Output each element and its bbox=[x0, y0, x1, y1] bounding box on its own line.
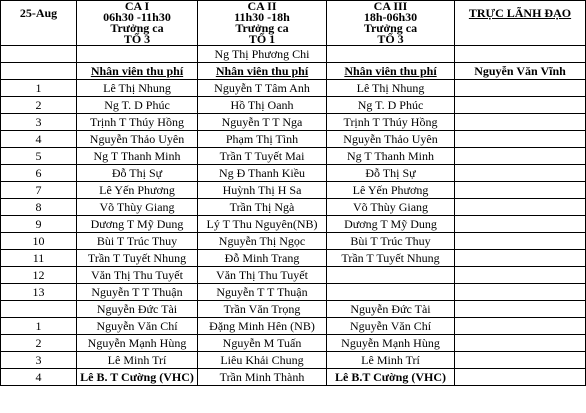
shift-2-staff: Lý T Thu Nguyên(NB) bbox=[198, 216, 327, 233]
shift-1-staff: Nguyễn Thảo Uyên bbox=[77, 131, 198, 148]
shift-3-staff: Dương T Mỹ Dung bbox=[327, 216, 455, 233]
section-label-shift-2: Nhân viên thu phí bbox=[198, 63, 327, 80]
date-cell: 25-Aug bbox=[1, 1, 77, 46]
shift-1-staff: Lê Minh Trí bbox=[77, 352, 198, 369]
shift-2-staff: Huỳnh Thị H Sa bbox=[198, 182, 327, 199]
row-number: 10 bbox=[1, 233, 77, 250]
table-row bbox=[1, 233, 586, 250]
shift-3-staff: Lê Minh Trí bbox=[327, 352, 455, 369]
shift-3-staff: Nguyễn Đức Tài bbox=[327, 301, 455, 318]
shift-2-staff: Nguyễn T Tâm Anh bbox=[198, 80, 327, 97]
shift-2-leader: Ng Thị Phương Chi bbox=[198, 46, 327, 63]
table-row bbox=[1, 199, 586, 216]
table-row bbox=[1, 216, 586, 233]
row-number: 6 bbox=[1, 165, 77, 182]
row-number: 2 bbox=[1, 335, 77, 352]
shift-3-staff: Nguyễn Thảo Uyên bbox=[327, 131, 455, 148]
shift-2-header bbox=[198, 1, 327, 46]
table-row bbox=[1, 97, 586, 114]
shift-3-staff: Lê Thị Nhung bbox=[327, 80, 455, 97]
shift-3-staff: Ng T. D Phúc bbox=[327, 97, 455, 114]
leader-empty-cell bbox=[455, 165, 586, 182]
leader-empty-cell bbox=[455, 250, 586, 267]
row-number: 13 bbox=[1, 284, 77, 301]
table-row bbox=[1, 165, 586, 182]
shift-2-staff: Hồ Thị Oanh bbox=[198, 97, 327, 114]
section-label-shift-1: Nhân viên thu phí bbox=[77, 63, 198, 80]
leader-empty-cell bbox=[455, 301, 586, 318]
shift-3-staff: Võ Thùy Giang bbox=[327, 199, 455, 216]
table-row bbox=[1, 80, 586, 97]
shift-3-staff: Đỗ Thị Sự bbox=[327, 165, 455, 182]
shift-1-staff: Võ Thùy Giang bbox=[77, 199, 198, 216]
leader-empty-cell bbox=[455, 318, 586, 335]
shift-1-staff: Trần T Tuyết Nhung bbox=[77, 250, 198, 267]
shift-3-staff: Bùi T Trúc Thuy bbox=[327, 233, 455, 250]
row-number: 1 bbox=[1, 80, 77, 97]
leader-empty-cell bbox=[455, 369, 586, 386]
shift-3-name: CA III bbox=[373, 0, 408, 13]
shift-3-staff: Trịnh T Thúy Hồng bbox=[327, 114, 455, 131]
shift-1-staff: Lê Thị Nhung bbox=[77, 80, 198, 97]
shift-2-staff: Trần Văn Trọng bbox=[198, 301, 327, 318]
leader-empty-cell bbox=[455, 233, 586, 250]
table-row bbox=[1, 148, 586, 165]
shift-2-staff: Trần Thị Ngà bbox=[198, 199, 327, 216]
leader-empty-cell bbox=[455, 199, 586, 216]
table-row bbox=[1, 131, 586, 148]
shift-2-staff: Nguyễn T T Nga bbox=[198, 114, 327, 131]
shift-3-staff: Nguyễn Văn Chí bbox=[327, 318, 455, 335]
shift-3-team: TỔ 3 bbox=[377, 32, 404, 46]
shift-2-staff: Nguyễn M Tuấn bbox=[198, 335, 327, 352]
row-number: 2 bbox=[1, 97, 77, 114]
row-number: 12 bbox=[1, 267, 77, 284]
row-number: 5 bbox=[1, 148, 77, 165]
row-number: 3 bbox=[1, 114, 77, 131]
leader-name: Nguyễn Văn Vĩnh bbox=[455, 63, 586, 80]
table-row bbox=[1, 182, 586, 199]
shift-1-staff: Đỗ Thị Sự bbox=[77, 165, 198, 182]
shift-2-staff: Trần Minh Thành bbox=[198, 369, 327, 386]
shift-3-staff: Nguyễn Mạnh Hùng bbox=[327, 335, 455, 352]
shift-2-time: 11h30 -18h bbox=[234, 10, 290, 24]
table-row bbox=[1, 267, 586, 284]
shift-1-staff: Lê Yến Phương bbox=[77, 182, 198, 199]
leader-empty-cell bbox=[455, 131, 586, 148]
shift-1-staff: Văn Thị Thu Tuyết bbox=[77, 267, 198, 284]
shift-1-staff: Dương T Mỹ Dung bbox=[77, 216, 198, 233]
shift-3-staff: Lê B.T Cường (VHC) bbox=[327, 369, 455, 386]
shift-1-staff: Nguyễn Mạnh Hùng bbox=[77, 335, 198, 352]
row-number: 1 bbox=[1, 318, 77, 335]
table-row bbox=[1, 318, 586, 335]
section-label-shift-3: Nhân viên thu phí bbox=[327, 63, 455, 80]
row-number: 3 bbox=[1, 352, 77, 369]
row-number: 8 bbox=[1, 199, 77, 216]
leader-header: TRỰC LÃNH ĐẠO bbox=[455, 1, 586, 46]
shift-1-staff: Lê B. T Cường (VHC) bbox=[77, 369, 198, 386]
row-number: 11 bbox=[1, 250, 77, 267]
row-number: 4 bbox=[1, 131, 77, 148]
shift-3-staff: Ng T Thanh Minh bbox=[327, 148, 455, 165]
leader-empty-cell bbox=[455, 216, 586, 233]
shift-2-staff: Đỗ Minh Trang bbox=[198, 250, 327, 267]
row-number bbox=[1, 301, 77, 318]
shift-2-staff: Ng Đ Thanh Kiều bbox=[198, 165, 327, 182]
shift-3-header bbox=[327, 1, 455, 46]
leader-empty-cell bbox=[455, 284, 586, 301]
shift-1-lead: Trưởng ca bbox=[110, 21, 164, 35]
row-number: 4 bbox=[1, 369, 77, 386]
shift-2-staff: Nguyễn Thị Ngọc bbox=[198, 233, 327, 250]
table-row bbox=[1, 114, 586, 131]
header-row bbox=[1, 1, 586, 46]
shift-3-staff: Lê Yến Phương bbox=[327, 182, 455, 199]
leader-empty-cell bbox=[455, 148, 586, 165]
shift-1-name: CA I bbox=[124, 0, 150, 13]
shift-2-name: CA II bbox=[247, 0, 277, 13]
shift-3-time: 18h-06h30 bbox=[363, 10, 418, 24]
leader-empty-cell bbox=[455, 352, 586, 369]
table-row bbox=[1, 352, 586, 369]
shift-2-lead: Trưởng ca bbox=[235, 21, 289, 35]
leader-empty-cell bbox=[455, 97, 586, 114]
table-row bbox=[1, 250, 586, 267]
leader-empty-cell bbox=[455, 80, 586, 97]
table-row bbox=[1, 301, 586, 318]
shift-1-staff: Nguyễn T T Thuận bbox=[77, 284, 198, 301]
shift-1-header bbox=[77, 1, 198, 46]
shift-1-staff: Trịnh T Thúy Hồng bbox=[77, 114, 198, 131]
shift-2-staff: Trần T Tuyết Mai bbox=[198, 148, 327, 165]
shift-2-staff: Phạm Thị Tình bbox=[198, 131, 327, 148]
shift-3-staff: Trần T Tuyết Nhung bbox=[327, 250, 455, 267]
shift-1-staff: Nguyễn Văn Chí bbox=[77, 318, 198, 335]
row-number: 7 bbox=[1, 182, 77, 199]
table-row bbox=[1, 369, 586, 386]
shift-3-staff bbox=[327, 284, 455, 301]
shift-1-team: TỔ 3 bbox=[123, 32, 151, 46]
shift-leader-row bbox=[1, 46, 586, 63]
shift-3-staff bbox=[327, 267, 455, 284]
table-row bbox=[1, 284, 586, 301]
leader-empty-cell bbox=[455, 335, 586, 352]
row-number: 9 bbox=[1, 216, 77, 233]
shift-1-time: 06h30 -11h30 bbox=[103, 10, 171, 24]
shift-1-staff: Nguyễn Đức Tài bbox=[77, 301, 198, 318]
shift-2-staff: Nguyễn T T Thuận bbox=[198, 284, 327, 301]
shift-2-staff: Đặng Minh Hên (NB) bbox=[198, 318, 327, 335]
shift-1-staff: Bùi T Trúc Thuy bbox=[77, 233, 198, 250]
shift-2-team: TỔ 1 bbox=[248, 32, 276, 46]
shift-3-lead: Trưởng ca bbox=[363, 21, 418, 35]
shift-2-staff: Liêu Khải Chung bbox=[198, 352, 327, 369]
leader-empty-cell bbox=[455, 114, 586, 131]
shift-2-staff: Văn Thị Thu Tuyết bbox=[198, 267, 327, 284]
leader-empty-cell bbox=[455, 267, 586, 284]
shift-1-staff: Ng T. D Phúc bbox=[77, 97, 198, 114]
table-row bbox=[1, 335, 586, 352]
leader-empty-cell bbox=[455, 182, 586, 199]
section-label-row bbox=[1, 63, 586, 80]
shift-1-staff: Ng T Thanh Minh bbox=[77, 148, 198, 165]
